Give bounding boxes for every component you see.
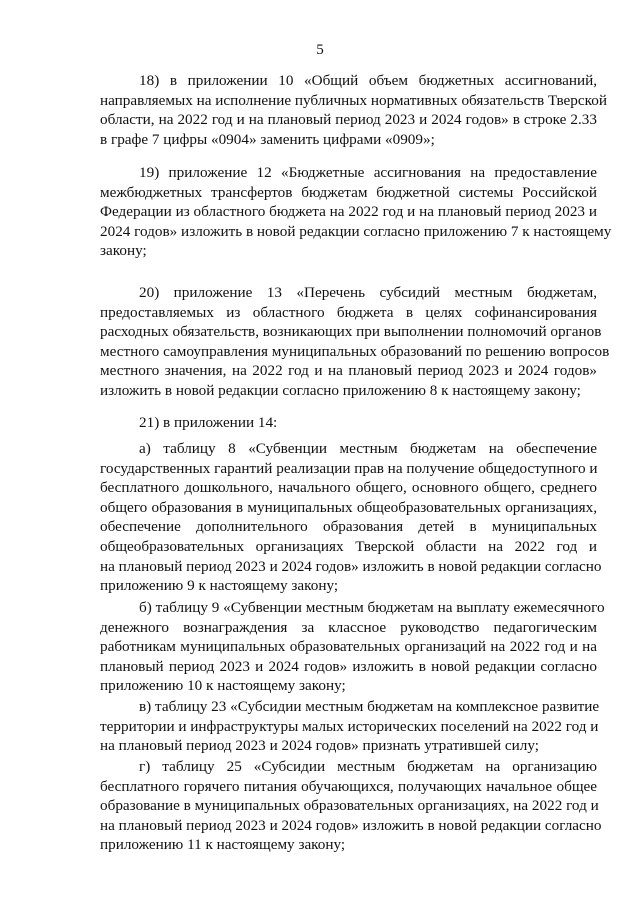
paragraph-line: расходных обязательств, возникающих при выполнении полномочий органов (100, 323, 602, 341)
paragraph-line: в графе 7 цифры «0904» заменить цифрами «0909»; (100, 130, 435, 148)
paragraph-line: бесплатного дошкольного, начального общего, основного общего, среднего (100, 479, 597, 497)
paragraph-line: б) таблицу 9 «Субвенции местным бюджетам на выплату ежемесячного (139, 599, 605, 616)
paragraph-line: изложить в новой редакции согласно приложению 8 к настоящему закону; (100, 381, 581, 399)
paragraph-21-b (100, 598, 605, 696)
paragraph-line: общего образования в муниципальных общеобразовательных организациях, (100, 498, 597, 516)
paragraph-line: на плановый период 2023 и 2024 годов» изложить в новой редакции согласно (100, 557, 602, 575)
paragraph-line: Федерации из областного бюджета на 2022 год и на плановый период 2023 и (100, 203, 597, 221)
paragraph-line: образование в муниципальных образовательных организациях, на 2022 год и (100, 797, 599, 815)
paragraph-line: денежного вознаграждения за классное руководство педагогическим (100, 618, 597, 636)
paragraph-line: предоставляемых из областного бюджета в целях софинансирования (100, 303, 597, 321)
paragraph-line: приложению 11 к настоящему закону; (100, 836, 346, 854)
paragraph-line: общеобразовательных организациях Тверской области на 2022 год и (100, 537, 597, 555)
paragraph-21-a (100, 439, 602, 596)
paragraph-line: местного значения, на 2022 год и на плановый период 2023 и 2024 годов» (100, 362, 597, 380)
paragraph-21-g (100, 757, 602, 855)
paragraph-line: 21) в приложении 14: (139, 414, 278, 431)
page-number: 5 (316, 42, 324, 58)
paragraph-line: плановый период 2023 и 2024 годов» изложить в новой редакции согласно (100, 657, 597, 675)
paragraph-line: территории и инфраструктуры малых исторических поселений на 2022 год и (100, 717, 599, 735)
paragraph-line: г) таблицу 25 «Субсидии местным бюджетам на организацию (139, 758, 597, 775)
paragraph-line: государственных гарантий реализации прав на получение общедоступного и (100, 459, 598, 477)
paragraph-line: а) таблицу 8 «Субвенции местным бюджетам на обеспечение (139, 440, 597, 457)
paragraph-18 (100, 71, 607, 149)
paragraph-20 (100, 283, 610, 401)
paragraph-line: обеспечение дополнительного образования детей в муниципальных (100, 518, 597, 536)
paragraph-line: работникам муниципальных образовательных организаций на 2022 год и на (100, 638, 597, 656)
paragraph-line: на плановый период 2023 и 2024 годов» изложить в новой редакции согласно (100, 816, 602, 834)
paragraph-line: 20) приложение 13 «Перечень субсидий местным бюджетам, (139, 284, 597, 301)
paragraph-19 (100, 163, 612, 261)
paragraph-line: в) таблицу 23 «Субсидии местным бюджетам на комплексное развитие (139, 698, 600, 715)
paragraph-line: закону; (100, 242, 147, 260)
paragraph-line: 2024 годов» изложить в новой редакции согласно приложению 7 к настоящему (100, 222, 612, 240)
paragraph-line: приложению 9 к настоящему закону; (100, 577, 339, 595)
paragraph-21-v (100, 697, 600, 756)
paragraph-line: направляемых на исполнение публичных нормативных обязательств Тверской (100, 91, 607, 109)
paragraph-21 (100, 413, 597, 433)
paragraph-line: 18) в приложении 10 «Общий объем бюджетных ассигнований, (139, 72, 597, 89)
paragraph-line: 19) приложение 12 «Бюджетные ассигнования на предоставление (139, 164, 597, 181)
paragraph-line: межбюджетных трансфертов бюджетам бюджетной системы Российской (100, 183, 597, 201)
paragraph-line: приложению 10 к настоящему закону; (100, 677, 346, 695)
paragraph-line: области, на 2022 год и на плановый период 2023 и 2024 годов» в строке 2.33 (100, 111, 597, 129)
paragraph-line: бесплатного горячего питания обучающихся, получающих начальное общее (100, 777, 597, 795)
paragraph-line: местного самоуправления муниципальных образований по решению вопросов (100, 342, 610, 360)
paragraph-line: на плановый период 2023 и 2024 годов» признать утратившей силу; (100, 737, 539, 755)
